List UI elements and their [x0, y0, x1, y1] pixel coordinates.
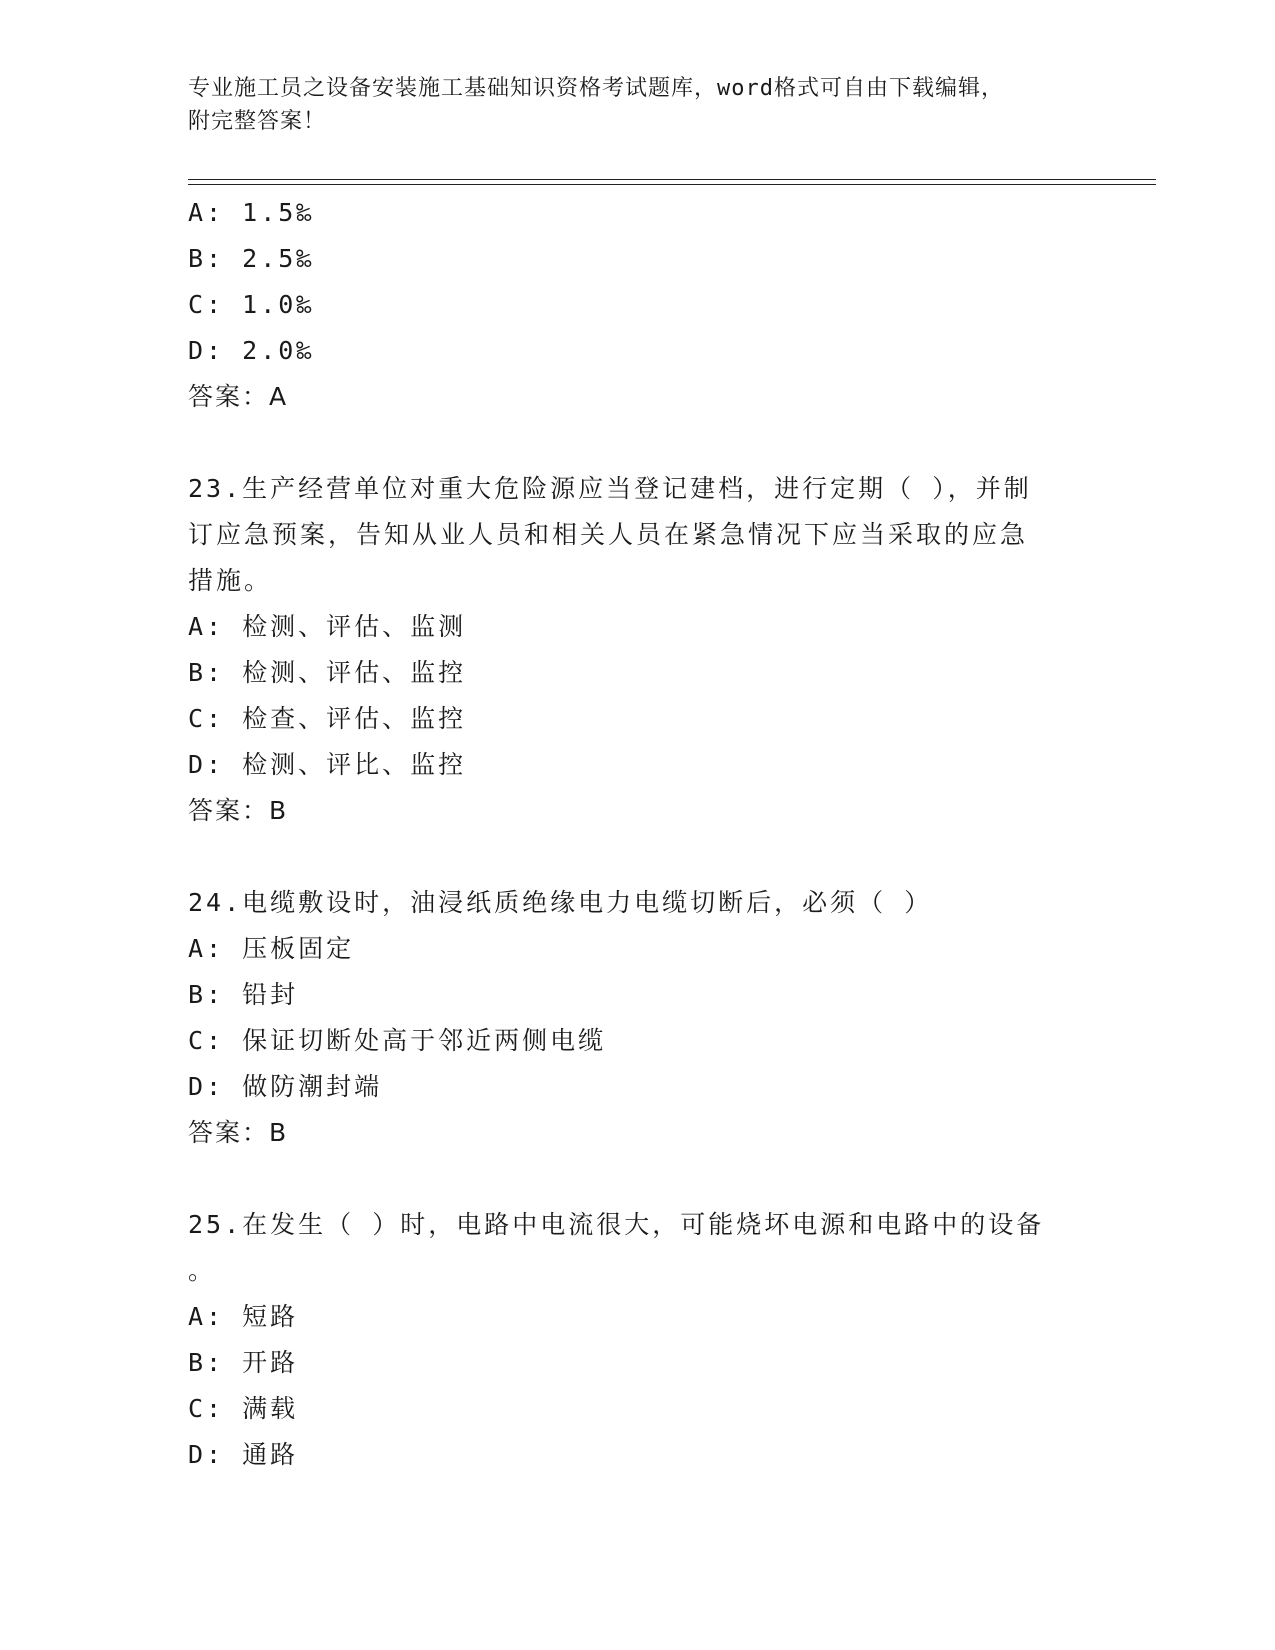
- question-text-line-1: 23.生产经营单位对重大危险源应当登记建档，进行定期（ ），并制: [188, 474, 1032, 503]
- spacer: [188, 420, 1088, 466]
- option-a: A: 压板固定: [188, 934, 355, 963]
- option-c: C: 满载: [188, 1394, 299, 1423]
- question-text-line-2: 。: [188, 1256, 217, 1285]
- question-25: [188, 1202, 1088, 1478]
- question-22: [188, 190, 1088, 420]
- option-d: D: 做防潮封端: [188, 1072, 383, 1101]
- option-b: B: 检测、评估、监控: [188, 658, 467, 687]
- answer: 答案：B: [188, 796, 289, 825]
- question-24: [188, 880, 1088, 1156]
- option-d: D: 检测、评比、监控: [188, 750, 467, 779]
- spacer: [188, 1156, 1088, 1202]
- header-divider-top: [188, 179, 1156, 180]
- option-a: A: 短路: [188, 1302, 299, 1331]
- header-divider-bottom: [188, 184, 1156, 185]
- question-text-line-1: 25.在发生（ ）时，电路中电流很大，可能烧坏电源和电路中的设备: [188, 1210, 1045, 1239]
- answer: 答案：B: [188, 1118, 289, 1147]
- question-23: [188, 466, 1088, 834]
- question-text-line-3: 措施。: [188, 566, 273, 595]
- option-c: C: 检查、评估、监控: [188, 704, 467, 733]
- answer: 答案：A: [188, 382, 289, 411]
- option-b: B: 2.5‰: [188, 244, 315, 273]
- spacer: [188, 834, 1088, 880]
- document-header: [188, 72, 1088, 138]
- option-b: B: 开路: [188, 1348, 299, 1377]
- question-text-line-1: 24.电缆敷设时，油浸纸质绝缘电力电缆切断后，必须（ ）: [188, 888, 933, 917]
- header-line-1: 专业施工员之设备安装施工基础知识资格考试题库，word格式可自由下载编辑，: [188, 76, 1004, 101]
- option-a: A: 检测、评估、监测: [188, 612, 467, 641]
- header-line-2: 附完整答案！: [188, 109, 327, 134]
- option-b: B: 铅封: [188, 980, 299, 1009]
- question-list: [188, 190, 1088, 1478]
- option-a: A: 1.5‰: [188, 198, 315, 227]
- option-c: C: 保证切断处高于邻近两侧电缆: [188, 1026, 607, 1055]
- question-text-line-2: 订应急预案，告知从业人员和相关人员在紧急情况下应当采取的应急: [188, 520, 1029, 549]
- option-d: D: 2.0‰: [188, 336, 315, 365]
- option-c: C: 1.0‰: [188, 290, 315, 319]
- option-d: D: 通路: [188, 1440, 299, 1469]
